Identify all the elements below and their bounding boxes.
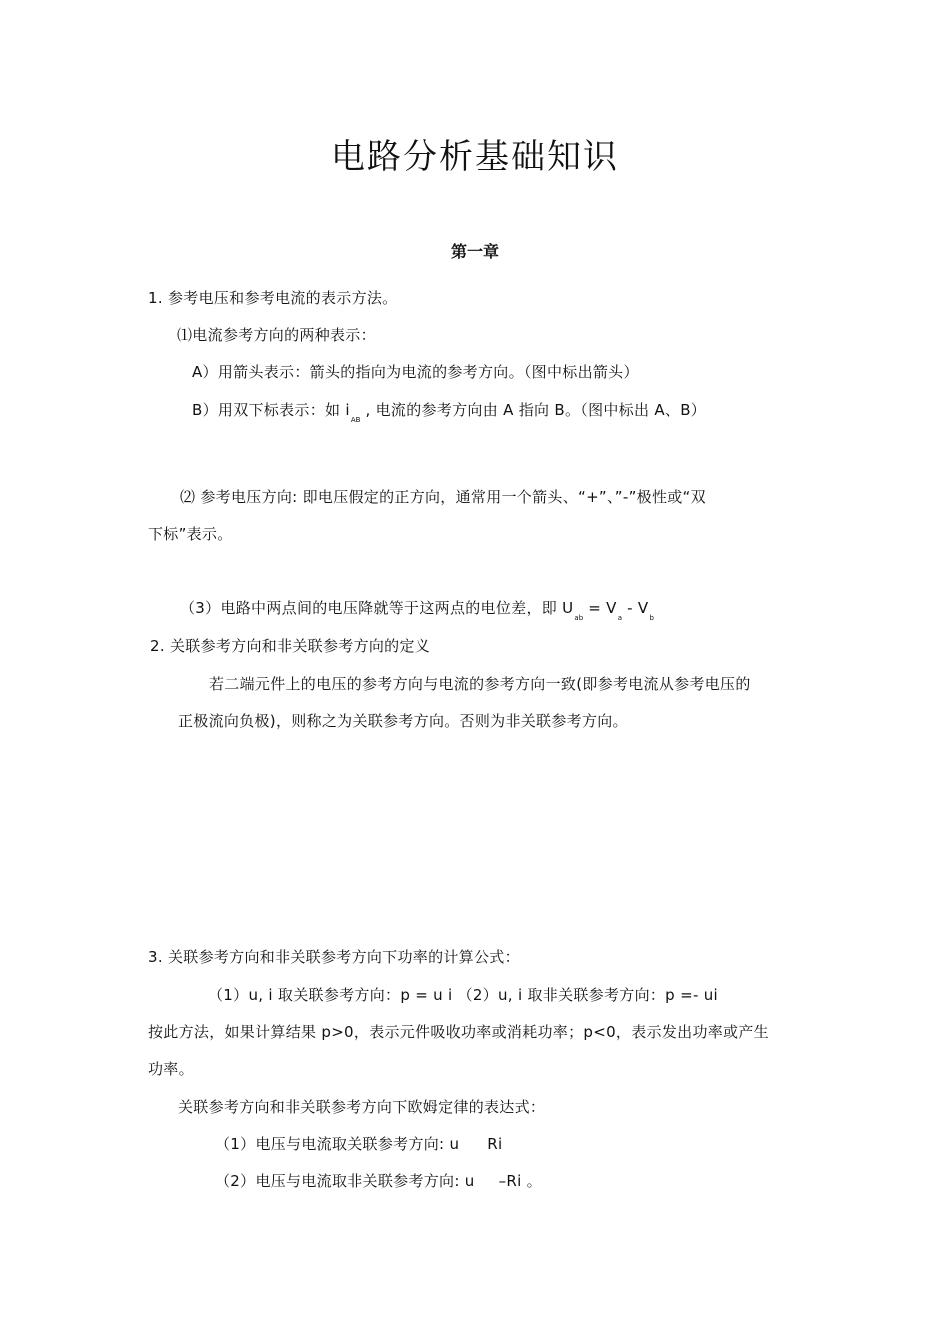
section-3-note-line-1: 按此方法，如果计算结果 p>0，表示元件吸收功率或消耗功率；p<0，表示发出功率或产生 <box>148 1023 769 1041</box>
section-2-paragraph-line-1: 若二端元件上的电压的参考方向与电流的参考方向一致(即参考电流从参考电压的 <box>209 675 751 693</box>
ohm-law-heading: 关联参考方向和非关联参考方向下欧姆定律的表达式： <box>178 1098 546 1116</box>
section-1-item-3 <box>180 598 654 621</box>
section-1-heading: 1. 参考电压和参考电流的表示方法。 <box>148 289 398 307</box>
section-1-item-2-line-2: 下标”表示。 <box>148 525 233 543</box>
item-3-subscript-b: b <box>649 614 654 622</box>
section-1-item-2-line-1: ⑵ 参考电压方向: 即电压假定的正方向，通常用一个箭头、“+”、”-”极性或“双 <box>180 488 706 506</box>
ohm-law-associated <box>215 1134 502 1154</box>
ohm-non-associated-label: （2）电压与电流取非关联参考方向: u <box>215 1172 475 1190</box>
item-1b-text-pre: B）用双下标表示：如 i <box>192 401 350 419</box>
section-1-item-1b <box>192 400 706 423</box>
item-3-subscript-a: a <box>617 614 623 622</box>
chapter-heading: 第一章 <box>450 242 499 261</box>
document-title: 电路分析基础知识 <box>331 137 619 177</box>
section-2-heading: 2. 关联参考方向和非关联参考方向的定义 <box>150 637 431 655</box>
item-3-subscript-ab: ab <box>574 614 584 622</box>
section-2-paragraph-line-2: 正极流向负极)，则称之为关联参考方向。否则为非关联参考方向。 <box>178 712 628 730</box>
item-1b-subscript: AB <box>350 416 361 424</box>
item-3-text-mid-1: = V <box>583 599 617 617</box>
ohm-non-associated-expression: –Ri 。 <box>498 1172 542 1190</box>
item-1b-text-post: , 电流的参考方向由 A 指向 B。（图中标出 A、B） <box>360 401 707 419</box>
section-1-item-1a: A）用箭头表示：箭头的指向为电流的参考方向。（图中标出箭头） <box>192 363 639 381</box>
section-3-power-formula: （1）u, i 取关联参考方向：p = u i （2）u, i 取非关联参考方向：p =- ui <box>208 986 718 1004</box>
item-3-text-mid-2: - V <box>622 599 649 617</box>
ohm-associated-label: （1）电压与电流取关联参考方向: u <box>215 1135 460 1153</box>
section-3-note-line-2: 功率。 <box>148 1060 194 1078</box>
ohm-law-non-associated <box>215 1171 542 1191</box>
section-3-heading: 3. 关联参考方向和非关联参考方向下功率的计算公式： <box>148 948 520 966</box>
ohm-associated-expression: Ri <box>487 1135 503 1153</box>
item-3-text-pre: （3）电路中两点间的电压降就等于这两点的电位差，即 U <box>180 599 574 617</box>
section-1-item-1: ⑴电流参考方向的两种表示： <box>177 326 376 344</box>
